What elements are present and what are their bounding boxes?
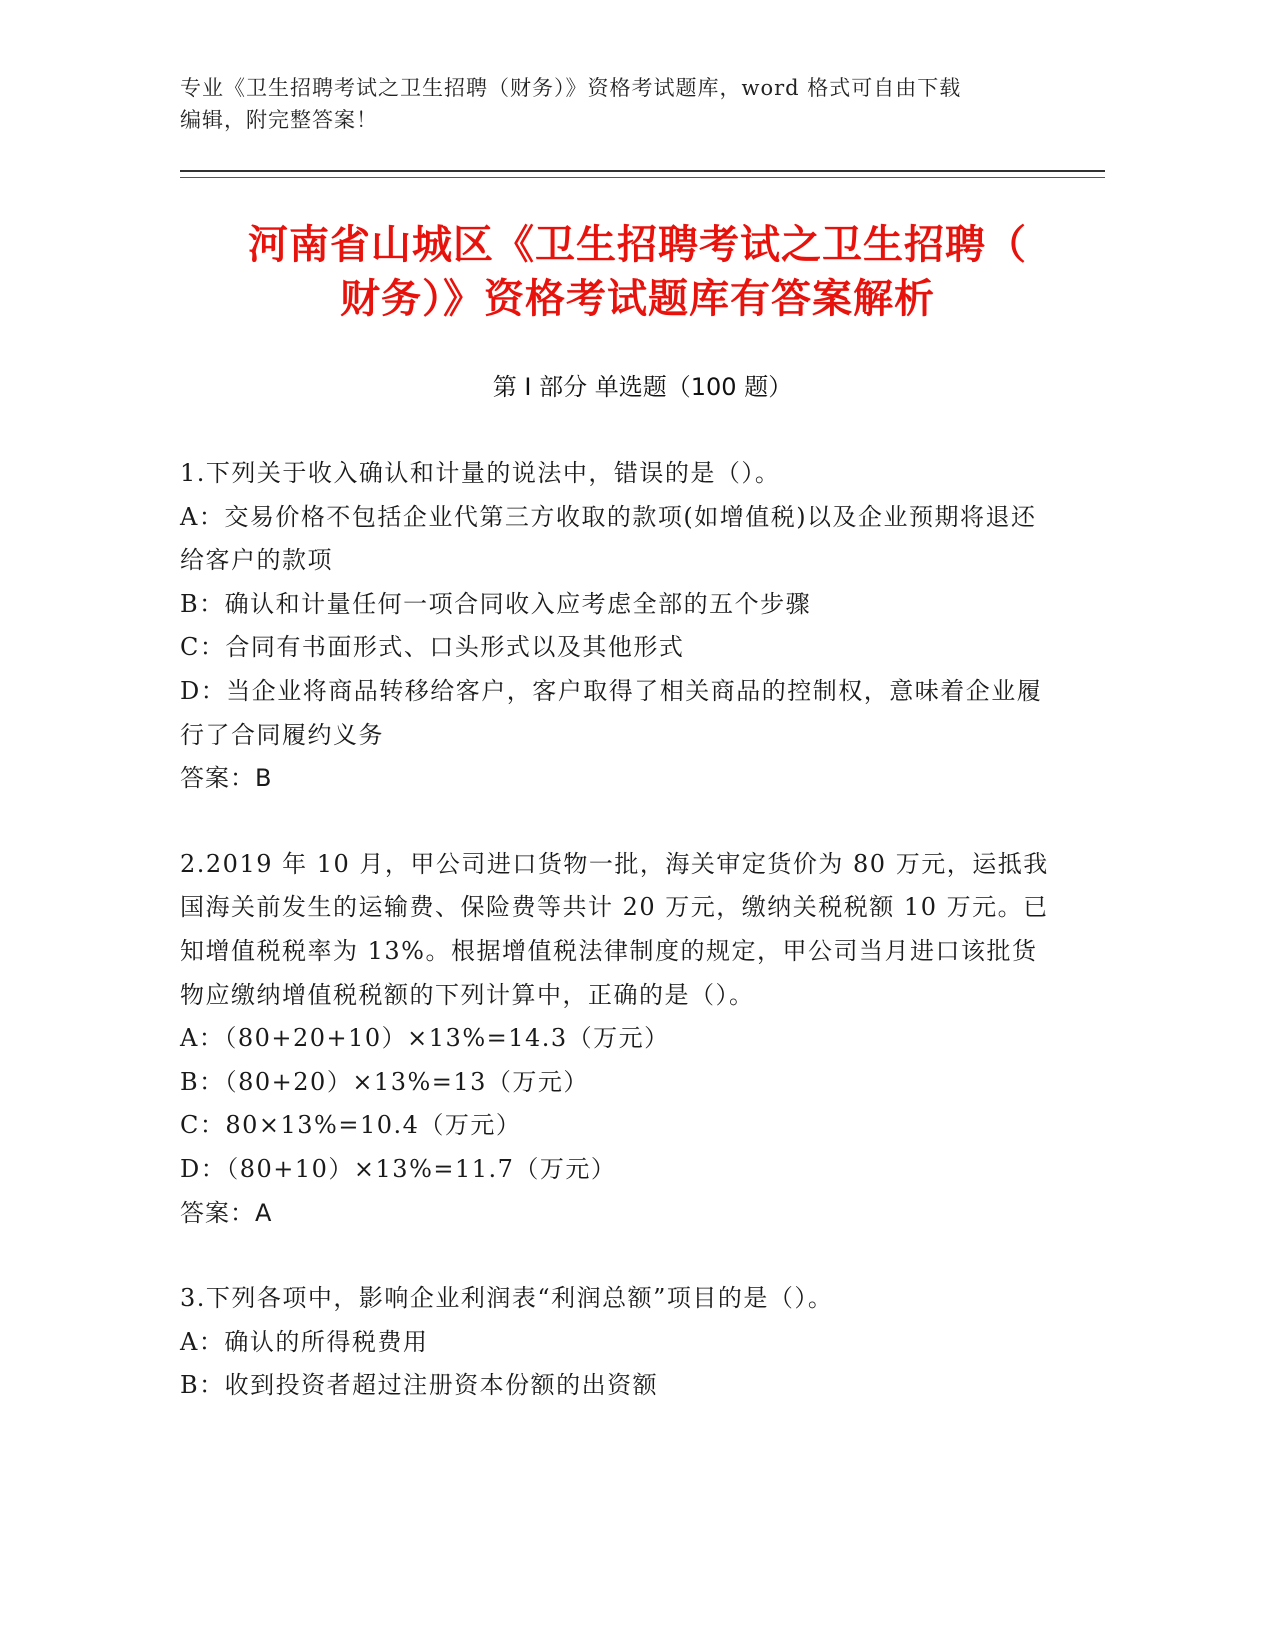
header-note-line-2: 编辑，附完整答案！	[180, 108, 378, 132]
answer: 答案：A	[180, 1198, 273, 1227]
document-title-line-2: 财务）》资格考试题库有答案解析	[340, 276, 935, 322]
question-1	[180, 452, 1050, 801]
option-a: A：确认的所得税费用	[180, 1327, 429, 1356]
option-d: D：当企业将商品转移给客户，客户取得了相关商品的控制权，意味着企业履行了合同履约义务	[180, 676, 1043, 749]
option-c: C：合同有书面形式、口头形式以及其他形式	[180, 633, 685, 662]
option-b: B：确认和计量任何一项合同收入应考虑全部的五个步骤	[180, 589, 812, 618]
option-a: A：（80+20+10）×13%=14.3（万元）	[180, 1024, 670, 1053]
header-divider-thin	[180, 177, 1105, 178]
option-a: A：交易价格不包括企业代第三方收取的款项(如增值税)以及企业预期将退还给客户的款项	[180, 502, 1037, 575]
question-stem: 1.下列关于收入确认和计量的说法中，错误的是（）。	[180, 459, 781, 487]
question-list	[180, 452, 1050, 1450]
document-title	[160, 218, 1115, 326]
question-stem: 2.2019 年 10 月，甲公司进口货物一批，海关审定货价为 80 万元，运抵我国海关前发生的运输费、保险费等共计 20 万元，缴纳关税税额 10 万元。已知增值税税率为 13%。根据增值税法律制度的规定，甲公司当月进口该批货物应缴纳增值税税额的下列计算中，正确的是（）。	[180, 849, 1049, 1009]
header-note	[180, 72, 1050, 136]
option-b: B：收到投资者超过注册资本份额的出资额	[180, 1371, 659, 1400]
option-b: B：（80+20）×13%=13（万元）	[180, 1067, 589, 1096]
option-c: C：80×13%=10.4（万元）	[180, 1111, 522, 1140]
question-3	[180, 1277, 1050, 1408]
header-divider-thick	[180, 170, 1105, 172]
header-note-line-1: 专业《卫生招聘考试之卫生招聘（财务）》资格考试题库，word 格式可自由下载	[180, 76, 962, 100]
answer: 答案：B	[180, 764, 273, 793]
question-2	[180, 843, 1050, 1235]
question-stem: 3.下列各项中，影响企业利润表“利润总额”项目的是（）。	[180, 1284, 834, 1313]
document-title-line-1: 河南省山城区《卫生招聘考试之卫生招聘（	[248, 222, 1027, 268]
option-d: D：（80+10）×13%=11.7（万元）	[180, 1154, 617, 1183]
section-heading: 第 I 部分 单选题（100 题）	[492, 373, 793, 401]
